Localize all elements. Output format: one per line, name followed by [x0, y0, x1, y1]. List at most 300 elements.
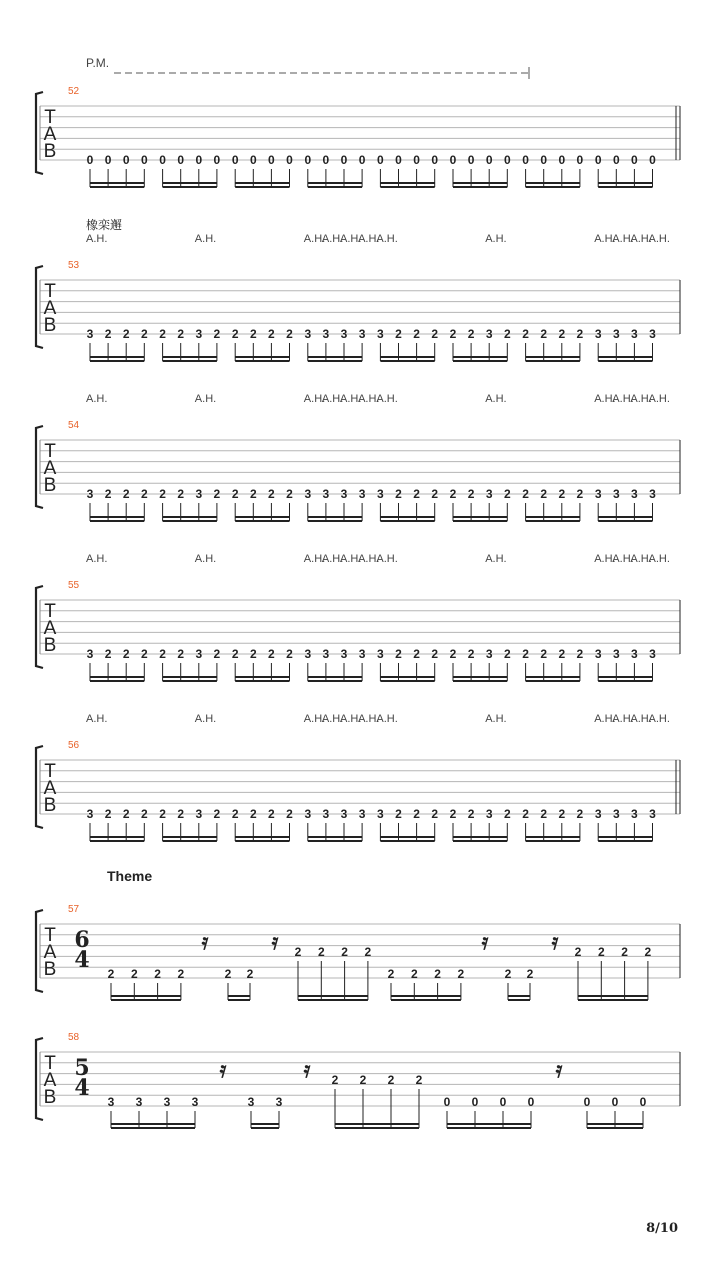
fret-number: 0 [213, 153, 221, 167]
fret-number: 2 [122, 327, 130, 341]
fret-number: 3 [649, 807, 656, 821]
time-signature-top: 6 [74, 927, 90, 953]
tab-clef-letter: T [44, 1053, 56, 1074]
fret-number: 2 [364, 945, 372, 959]
fret-number: 2 [413, 647, 420, 661]
fret-number: 2 [294, 945, 302, 959]
fret-number: 2 [140, 647, 148, 661]
staff-measure-57 [36, 868, 680, 1000]
fret-number: 2 [413, 807, 420, 821]
fret-number: 2 [387, 967, 395, 981]
fret-number: 2 [122, 647, 130, 661]
text-marking: 橡栾邂 [86, 218, 123, 232]
fret-number: 2 [522, 487, 529, 501]
artificial-harmonic-label: A.H. [340, 553, 362, 565]
fret-number: 2 [140, 327, 148, 341]
fret-number: 2 [249, 487, 257, 501]
artificial-harmonic-label: A.H. [376, 553, 398, 565]
fret-number: 3 [86, 647, 94, 661]
staff-measure-58 [36, 1032, 680, 1128]
artificial-harmonic-label: A.H. [194, 713, 217, 725]
artificial-harmonic-label: A.H. [648, 393, 670, 405]
fret-number: 2 [104, 487, 112, 501]
fret-number: 2 [574, 945, 582, 959]
fret-number: 0 [177, 153, 185, 167]
fret-number: 2 [140, 487, 148, 501]
fret-number: 2 [540, 487, 548, 501]
fret-number: 3 [485, 487, 493, 501]
fret-number: 2 [413, 327, 420, 341]
fret-number: 3 [358, 807, 366, 821]
time-signature-bottom: 4 [74, 1075, 90, 1101]
fret-number: 2 [621, 945, 628, 959]
fret-number: 2 [213, 647, 221, 661]
sixteenth-rest: 𝄿 [219, 1057, 227, 1083]
fret-number: 2 [576, 807, 584, 821]
fret-number: 3 [631, 807, 638, 821]
fret-number: 0 [249, 153, 257, 167]
fret-number: 3 [485, 647, 493, 661]
fret-number: 2 [503, 487, 511, 501]
fret-number: 2 [431, 327, 439, 341]
fret-number: 2 [395, 647, 402, 661]
fret-number: 0 [576, 153, 584, 167]
fret-number: 2 [503, 807, 511, 821]
fret-number: 0 [231, 153, 239, 167]
staff-measure-54 [36, 393, 680, 521]
artificial-harmonic-label: A.H. [612, 393, 634, 405]
fret-number: 2 [154, 967, 161, 981]
fret-number: 2 [558, 327, 566, 341]
fret-number: 2 [431, 807, 439, 821]
fret-number: 3 [304, 487, 312, 501]
tab-clef-letter: A [43, 942, 57, 963]
fret-number: 0 [122, 153, 130, 167]
rest-symbol [272, 929, 279, 955]
rest-symbol [304, 1057, 311, 1083]
fret-number: 2 [644, 945, 652, 959]
fret-number: 2 [413, 487, 420, 501]
fret-number: 0 [611, 1095, 619, 1109]
artificial-harmonic-label: A.H. [340, 713, 362, 725]
fret-number: 3 [340, 807, 348, 821]
fret-number: 3 [247, 1095, 255, 1109]
fret-number: 2 [317, 945, 325, 959]
measure-number: 56 [68, 740, 80, 751]
tab-clef-letter: A [43, 1070, 57, 1091]
fret-number: 2 [249, 327, 257, 341]
fret-number: 2 [268, 807, 275, 821]
fret-number: 3 [649, 327, 656, 341]
fret-number: 2 [522, 327, 529, 341]
artificial-harmonic-label: A.H. [86, 553, 108, 565]
artificial-harmonic-label: A.H. [358, 233, 380, 245]
artificial-harmonic-label: A.H. [630, 553, 652, 565]
tab-clef-letter: B [43, 795, 57, 816]
fret-number: 2 [213, 327, 221, 341]
artificial-harmonic-label: A.H. [594, 233, 616, 245]
fret-number: 3 [612, 647, 620, 661]
fret-number: 2 [576, 487, 584, 501]
fret-number: 2 [431, 487, 439, 501]
fret-number: 0 [395, 153, 402, 167]
fret-number: 2 [434, 967, 441, 981]
fret-number: 3 [631, 487, 638, 501]
fret-number: 0 [449, 153, 457, 167]
fret-number: 2 [224, 967, 232, 981]
rest-symbol [552, 929, 559, 955]
fret-number: 2 [177, 327, 185, 341]
fret-number: 3 [377, 327, 384, 341]
fret-number: 3 [340, 647, 348, 661]
fret-number: 3 [322, 807, 330, 821]
fret-number: 2 [597, 945, 605, 959]
fret-number: 3 [631, 647, 638, 661]
fret-number: 3 [86, 487, 94, 501]
time-signature-bottom: 4 [74, 947, 90, 973]
artificial-harmonic-label: A.H. [630, 393, 652, 405]
rest-symbol [220, 1057, 227, 1083]
fret-number: 3 [340, 487, 348, 501]
fret-number: 2 [159, 647, 166, 661]
fret-number: 2 [395, 807, 402, 821]
artificial-harmonic-label: A.H. [321, 233, 344, 245]
artificial-harmonic-label: A.H. [612, 713, 634, 725]
artificial-harmonic-label: A.H. [340, 233, 362, 245]
staff-measure-56 [36, 713, 680, 841]
fret-number: 0 [471, 1095, 479, 1109]
artificial-harmonic-label: A.H. [321, 713, 344, 725]
artificial-harmonic-label: A.H. [630, 713, 652, 725]
measure-number: 52 [68, 86, 80, 97]
fret-number: 3 [358, 487, 366, 501]
measure-number: 58 [68, 1032, 80, 1043]
fret-number: 3 [195, 487, 203, 501]
fret-number: 3 [631, 327, 638, 341]
artificial-harmonic-label: A.H. [485, 713, 507, 725]
fret-number: 3 [358, 327, 366, 341]
tab-clef-letter: T [44, 925, 56, 946]
fret-number: 3 [377, 487, 384, 501]
fret-number: 2 [522, 647, 529, 661]
fret-number: 2 [249, 647, 257, 661]
time-signature-top: 5 [74, 1055, 90, 1081]
fret-number: 2 [159, 807, 166, 821]
tab-clef-letter: T [44, 761, 56, 782]
fret-number: 2 [457, 967, 465, 981]
fret-number: 2 [286, 807, 293, 821]
fret-number: 2 [503, 327, 511, 341]
fret-number: 2 [268, 327, 275, 341]
fret-number: 3 [275, 1095, 283, 1109]
fret-number: 3 [612, 807, 620, 821]
artificial-harmonic-label: A.H. [86, 393, 108, 405]
section-marker: Theme [107, 868, 153, 884]
tab-clef-letter: A [43, 298, 57, 319]
sixteenth-rest: 𝄿 [201, 929, 209, 955]
fret-number: 3 [135, 1095, 143, 1109]
fret-number: 3 [107, 1095, 115, 1109]
fret-number: 2 [522, 807, 529, 821]
artificial-harmonic-label: A.H. [485, 553, 507, 565]
tab-clef-letter: A [43, 618, 57, 639]
fret-number: 2 [415, 1073, 423, 1087]
fret-number: 2 [449, 807, 457, 821]
fret-number: 2 [231, 807, 239, 821]
fret-number: 2 [177, 487, 185, 501]
fret-number: 2 [503, 647, 511, 661]
fret-number: 0 [503, 153, 511, 167]
fret-number: 3 [649, 487, 656, 501]
tab-clef-letter: B [43, 475, 57, 496]
fret-number: 2 [576, 327, 584, 341]
staff-measure-53 [36, 217, 680, 361]
fret-number: 0 [594, 153, 602, 167]
artificial-harmonic-label: A.H. [648, 233, 670, 245]
artificial-harmonic-label: A.H. [340, 393, 362, 405]
tab-clef-letter: T [44, 281, 56, 302]
sixteenth-rest: 𝄿 [555, 1057, 563, 1083]
tab-clef-letter: T [44, 441, 56, 462]
fret-number: 0 [195, 153, 203, 167]
fret-number: 0 [413, 153, 420, 167]
fret-number: 2 [558, 807, 566, 821]
fret-number: 0 [431, 153, 439, 167]
measure-number: 57 [68, 904, 80, 915]
sixteenth-rest: 𝄿 [303, 1057, 311, 1083]
fret-number: 0 [639, 1095, 647, 1109]
fret-number: 3 [377, 647, 384, 661]
fret-number: 2 [122, 807, 130, 821]
fret-number: 2 [540, 327, 548, 341]
artificial-harmonic-label: A.H. [648, 713, 670, 725]
fret-number: 2 [246, 967, 254, 981]
palm-mute-label: P.M. [86, 56, 110, 70]
page-number: 8/10 [646, 1221, 678, 1236]
staff-measure-55 [36, 553, 680, 681]
staff-measure-52 [36, 56, 680, 187]
artificial-harmonic-label: A.H. [376, 713, 398, 725]
fret-number: 2 [159, 327, 166, 341]
fret-number: 3 [377, 807, 384, 821]
fret-number: 3 [86, 327, 94, 341]
fret-number: 2 [104, 327, 112, 341]
artificial-harmonic-label: A.H. [648, 553, 670, 565]
sixteenth-rest: 𝄿 [481, 929, 489, 955]
fret-number: 2 [286, 647, 293, 661]
fret-number: 0 [583, 1095, 591, 1109]
fret-number: 2 [231, 327, 239, 341]
fret-number: 0 [86, 153, 94, 167]
fret-number: 2 [107, 967, 115, 981]
tab-clef-letter: B [43, 315, 57, 336]
fret-number: 3 [191, 1095, 199, 1109]
fret-number: 2 [341, 945, 348, 959]
fret-number: 0 [485, 153, 493, 167]
artificial-harmonic-label: A.H. [594, 713, 616, 725]
fret-number: 2 [576, 647, 584, 661]
fret-number: 3 [485, 807, 493, 821]
fret-number: 2 [249, 807, 257, 821]
fret-number: 3 [594, 327, 602, 341]
fret-number: 2 [130, 967, 138, 981]
artificial-harmonic-label: A.H. [194, 233, 217, 245]
fret-number: 2 [286, 487, 293, 501]
fret-number: 0 [540, 153, 548, 167]
artificial-harmonic-label: A.H. [303, 553, 326, 565]
fret-number: 2 [213, 487, 221, 501]
fret-number: 2 [177, 807, 185, 821]
fret-number: 0 [467, 153, 475, 167]
fret-number: 3 [304, 807, 312, 821]
tab-clef-letter: B [43, 959, 57, 980]
artificial-harmonic-label: A.H. [86, 233, 108, 245]
fret-number: 0 [268, 153, 275, 167]
fret-number: 3 [195, 647, 203, 661]
fret-number: 2 [286, 327, 293, 341]
fret-number: 2 [431, 647, 439, 661]
fret-number: 2 [526, 967, 534, 981]
artificial-harmonic-label: A.H. [303, 713, 326, 725]
fret-number: 2 [268, 487, 275, 501]
fret-number: 0 [522, 153, 529, 167]
tab-clef-letter: T [44, 601, 56, 622]
fret-number: 2 [359, 1073, 367, 1087]
fret-number: 3 [304, 327, 312, 341]
fret-number: 2 [449, 327, 457, 341]
artificial-harmonic-label: A.H. [358, 553, 380, 565]
sixteenth-rest: 𝄿 [551, 929, 559, 955]
artificial-harmonic-label: A.H. [194, 393, 217, 405]
fret-number: 2 [449, 487, 457, 501]
fret-number: 2 [540, 647, 548, 661]
fret-number: 0 [631, 153, 638, 167]
fret-number: 2 [177, 967, 185, 981]
artificial-harmonic-label: A.H. [358, 393, 380, 405]
measure-number: 53 [68, 260, 80, 271]
artificial-harmonic-label: A.H. [485, 233, 507, 245]
fret-number: 0 [612, 153, 620, 167]
fret-number: 2 [122, 487, 130, 501]
fret-number: 3 [195, 327, 203, 341]
fret-number: 3 [649, 647, 656, 661]
fret-number: 2 [104, 807, 112, 821]
artificial-harmonic-label: A.H. [630, 233, 652, 245]
fret-number: 2 [558, 647, 566, 661]
fret-number: 0 [322, 153, 330, 167]
fret-number: 2 [177, 647, 185, 661]
fret-number: 2 [387, 1073, 395, 1087]
fret-number: 2 [449, 647, 457, 661]
measure-number: 54 [68, 420, 80, 431]
fret-number: 3 [612, 327, 620, 341]
fret-number: 2 [558, 487, 566, 501]
fret-number: 2 [231, 647, 239, 661]
fret-number: 2 [467, 807, 475, 821]
fret-number: 3 [163, 1095, 171, 1109]
fret-number: 0 [304, 153, 312, 167]
fret-number: 2 [540, 807, 548, 821]
fret-number: 3 [594, 647, 602, 661]
artificial-harmonic-label: A.H. [321, 393, 344, 405]
fret-number: 0 [286, 153, 293, 167]
fret-number: 0 [443, 1095, 451, 1109]
artificial-harmonic-label: A.H. [594, 553, 616, 565]
fret-number: 0 [159, 153, 166, 167]
fret-number: 2 [504, 967, 512, 981]
fret-number: 2 [159, 487, 166, 501]
fret-number: 2 [410, 967, 418, 981]
fret-number: 2 [467, 487, 475, 501]
tab-clef-letter: B [43, 141, 57, 162]
artificial-harmonic-label: A.H. [321, 553, 344, 565]
fret-number: 2 [467, 647, 475, 661]
fret-number: 0 [499, 1095, 507, 1109]
rest-symbol [556, 1057, 563, 1083]
rest-symbol [202, 929, 209, 955]
tab-clef-letter: B [43, 635, 57, 656]
artificial-harmonic-label: A.H. [612, 233, 634, 245]
fret-number: 2 [331, 1073, 339, 1087]
artificial-harmonic-label: A.H. [485, 393, 507, 405]
artificial-harmonic-label: A.H. [612, 553, 634, 565]
fret-number: 2 [395, 327, 402, 341]
fret-number: 0 [104, 153, 112, 167]
fret-number: 2 [213, 807, 221, 821]
tab-clef-letter: T [44, 107, 56, 128]
tab-clef-letter: A [43, 778, 57, 799]
fret-number: 3 [304, 647, 312, 661]
artificial-harmonic-label: A.H. [86, 713, 108, 725]
artificial-harmonic-label: A.H. [594, 393, 616, 405]
rest-symbol [482, 929, 489, 955]
fret-number: 0 [140, 153, 148, 167]
artificial-harmonic-label: A.H. [194, 553, 217, 565]
fret-number: 3 [594, 807, 602, 821]
fret-number: 2 [104, 647, 112, 661]
fret-number: 2 [231, 487, 239, 501]
fret-number: 2 [268, 647, 275, 661]
artificial-harmonic-label: A.H. [358, 713, 380, 725]
fret-number: 3 [322, 647, 330, 661]
fret-number: 0 [340, 153, 348, 167]
fret-number: 0 [558, 153, 566, 167]
fret-number: 3 [86, 807, 94, 821]
tab-clef-letter: A [43, 124, 57, 145]
fret-number: 3 [358, 647, 366, 661]
artificial-harmonic-label: A.H. [376, 233, 398, 245]
fret-number: 3 [594, 487, 602, 501]
fret-number: 2 [467, 327, 475, 341]
tab-clef-letter: A [43, 458, 57, 479]
fret-number: 3 [340, 327, 348, 341]
sixteenth-rest: 𝄿 [271, 929, 279, 955]
fret-number: 0 [358, 153, 366, 167]
fret-number: 3 [322, 327, 330, 341]
fret-number: 3 [612, 487, 620, 501]
fret-number: 2 [140, 807, 148, 821]
fret-number: 2 [395, 487, 402, 501]
fret-number: 3 [195, 807, 203, 821]
tab-clef-letter: B [43, 1087, 57, 1108]
measure-number: 55 [68, 580, 80, 591]
fret-number: 0 [649, 153, 656, 167]
artificial-harmonic-label: A.H. [303, 233, 326, 245]
fret-number: 3 [485, 327, 493, 341]
artificial-harmonic-label: A.H. [376, 393, 398, 405]
fret-number: 3 [322, 487, 330, 501]
fret-number: 0 [377, 153, 384, 167]
